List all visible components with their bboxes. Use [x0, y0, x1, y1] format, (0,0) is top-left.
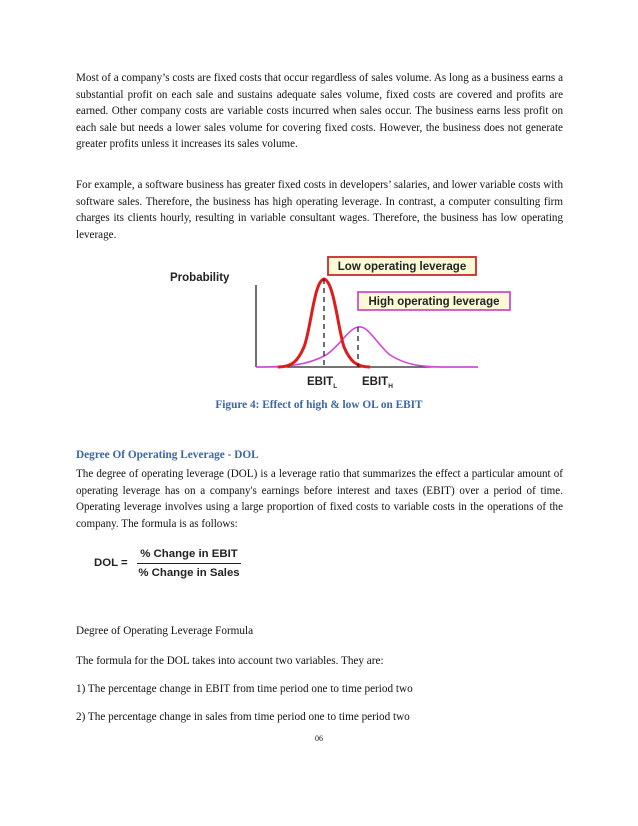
- ebit-low-label: $EBIT_L$: [307, 376, 338, 390]
- low-leverage-label: Low operating leverage: [337, 261, 467, 273]
- page-number: 06: [315, 734, 323, 743]
- formula-fraction: [137, 547, 241, 581]
- variables-intro: The formula for the DOL takes into account two variables. They are:: [76, 655, 384, 667]
- y-axis-label: Probability: [170, 272, 230, 284]
- paragraph-example: For example, a software business has greater fixed costs in developers’ salaries, and lower variable costs with software sales. Therefore, the business has high operating leverage. In contrast, a computer consulting firm charges its clients hourly, resulting in variable consultant wages. Therefore, the business has low operating leverage.: [76, 179, 563, 241]
- section-heading: Degree Of Operating Leverage - DOL: [76, 449, 259, 461]
- formula-lhs: DOL =: [94, 557, 128, 569]
- high-leverage-curve: [256, 327, 478, 367]
- high-leverage-label: High operating leverage: [368, 296, 500, 308]
- variable-item-1: 1) The percentage change in EBIT from time period one to time period two: [76, 683, 413, 695]
- paragraph-fixed-costs: Most of a company’s costs are fixed costs that occur regardless of sales volume. As long as a business earns a substantial profit on each sale and sustains adequate sales volume, fixed costs are covered and profits are earned. Other company costs are variable costs incurred when sales occur. The business earns less profit on each sale but needs a lower sales volume for covering fixed costs. However, the business does not generate greater profits unless it increases its sales volume.: [76, 72, 563, 151]
- figure-caption: Figure 4: Effect of high & low OL on EBIT: [215, 399, 423, 411]
- variable-item-2: 2) The percentage change in sales from time period one to time period two: [76, 711, 410, 723]
- formula-title: Degree of Operating Leverage Formula: [76, 625, 254, 637]
- figure-graphic: [168, 251, 500, 392]
- paragraph-dol-definition: The degree of operating leverage (DOL) is a leverage ratio that summarizes the effect a particular amount of operating leverage has on a company's earnings before interest and taxes (EBIT) over a period of time. Operating leverage involves using a large proportion of fixed costs to variable costs in the operations of the company. The formula is as follows:: [76, 468, 563, 530]
- operating-leverage-figure: [168, 251, 500, 392]
- fraction-bar: [137, 563, 241, 564]
- formula-denominator: % Change in Sales: [138, 567, 240, 579]
- ebit-high-label: $EBIT_H$: [362, 376, 393, 390]
- formula-numerator: % Change in EBIT: [140, 548, 238, 560]
